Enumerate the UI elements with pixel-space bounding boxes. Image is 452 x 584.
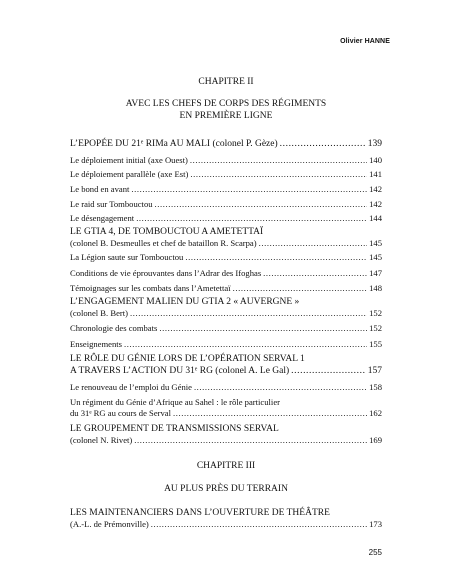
- toc-entry-page: 152: [369, 323, 382, 333]
- toc-entry[interactable]: [70, 296, 382, 319]
- toc-entry-text: Conditions de vie éprouvantes dans l’Adrar des Ifoghas: [70, 268, 262, 278]
- leader-dots: [173, 408, 367, 419]
- toc-entry-text: (colonel B. Desmeulles et chef de bataillon R. Scarpa): [70, 238, 257, 248]
- toc-entry[interactable]: [70, 353, 382, 377]
- chapter-3-title: AU PLUS PRÈS DU TERRAIN: [164, 484, 288, 494]
- toc-entry-heading: LES MAINTENANCIERS DANS L’OUVERTURE DE THÉÂTRE: [70, 508, 330, 518]
- chapter-3-label: CHAPITRE III: [196, 461, 256, 471]
- toc-entry-page: 152: [369, 308, 382, 318]
- running-header-author: Olivier HANNE: [340, 38, 390, 45]
- toc-entry-page: 169: [369, 435, 382, 445]
- toc-entry-text: Le renouveau de l’emploi du Génie: [70, 382, 192, 392]
- toc-entry-text: Le raid sur Tombouctou: [70, 199, 153, 209]
- toc-entry-page: 147: [369, 268, 382, 278]
- toc-entry-page: 140: [369, 155, 382, 165]
- toc-entry[interactable]: [70, 423, 382, 446]
- leader-dots: [259, 238, 367, 249]
- leader-dots: [291, 365, 366, 377]
- toc-entry-heading: LE GROUPEMENT DE TRANSMISSIONS SERVAL: [70, 424, 279, 434]
- toc-entry-text: A TRAVERS L’ACTION DU 31ᵉ RG (colonel A. Le Gal): [70, 366, 290, 376]
- toc-entry[interactable]: [70, 323, 382, 334]
- leader-dots: [130, 308, 367, 319]
- toc-entry-page: 158: [369, 382, 382, 392]
- toc-entry-page: 144: [369, 213, 382, 223]
- toc-entry[interactable]: [70, 397, 382, 419]
- toc-entry-text: Chronologie des combats: [70, 323, 158, 333]
- toc-entry-text: (colonel N. Rivet): [70, 435, 133, 445]
- leader-dots: [136, 213, 367, 224]
- toc-entry-page: 145: [369, 252, 382, 262]
- toc-entry-heading: LE GTIA 4, DE TOMBOUCTOU A AMETETTAÏ: [70, 227, 264, 237]
- toc-entry[interactable]: [70, 184, 382, 195]
- toc-entry[interactable]: [70, 226, 382, 249]
- leader-dots: [151, 519, 367, 530]
- leader-dots: [131, 184, 367, 195]
- toc-entry-page: 145: [369, 238, 382, 248]
- toc-entry-heading: LE RÔLE DU GÉNIE LORS DE L’OPÉRATION SERVAL 1: [70, 354, 305, 364]
- page-number: 255: [368, 548, 382, 557]
- toc-entry-page: 141: [369, 169, 382, 179]
- leader-dots: [233, 283, 367, 294]
- toc-entry[interactable]: [70, 138, 382, 150]
- toc-entry-text: Le désengagement: [70, 213, 135, 223]
- toc-entry[interactable]: [70, 339, 382, 350]
- toc-entry-text: Le déploiement parallèle (axe Est): [70, 169, 189, 179]
- toc-entry-page: 139: [367, 139, 382, 149]
- toc-entry-text: La Légion saute sur Tombouctou: [70, 252, 184, 262]
- toc-entry-page: 157: [367, 366, 382, 376]
- toc-entry-text: Enseignements: [70, 339, 123, 349]
- toc-entry-text: L’EPOPÉE DU 21ᵉ RIMa AU MALI (colonel P. Gèze): [70, 139, 278, 149]
- toc-entry-page: 142: [369, 184, 382, 194]
- toc-entry-heading: Un régiment du Génie d’Afrique au Sahel : le rôle particulier: [70, 397, 280, 407]
- toc-entry[interactable]: [70, 252, 382, 263]
- chapter-2-title-line-1: AVEC LES CHEFS DE CORPS DES RÉGIMENTS: [125, 99, 327, 109]
- leader-dots: [134, 435, 367, 446]
- toc-entry-text: du 31ᵉ RG au cours de Serval: [70, 408, 172, 418]
- leader-dots: [185, 252, 367, 263]
- toc-entry-page: 162: [369, 408, 382, 418]
- leader-dots: [190, 169, 367, 180]
- toc-entry[interactable]: [70, 507, 382, 530]
- leader-dots: [194, 382, 367, 393]
- toc-entry[interactable]: [70, 199, 382, 210]
- toc-entry-text: Le bond en avant: [70, 184, 130, 194]
- leader-dots: [159, 323, 367, 334]
- leader-dots: [280, 138, 366, 150]
- toc-entry-text: Le déploiement initial (axe Ouest): [70, 155, 188, 165]
- toc-entry-text: Témoignages sur les combats dans l’Ametettaï: [70, 283, 231, 293]
- toc-entry[interactable]: [70, 283, 382, 294]
- leader-dots: [155, 199, 368, 210]
- leader-dots: [190, 155, 367, 166]
- toc-entry[interactable]: [70, 382, 382, 393]
- leader-dots: [263, 268, 367, 279]
- toc-entry[interactable]: [70, 169, 382, 180]
- toc-entry[interactable]: [70, 268, 382, 279]
- leader-dots: [124, 339, 367, 350]
- toc-entry[interactable]: [70, 213, 382, 224]
- toc-entry-heading: L’ENGAGEMENT MALIEN DU GTIA 2 « AUVERGNE »: [70, 297, 300, 307]
- toc-entry-page: 173: [369, 519, 382, 529]
- toc-entry-page: 155: [369, 339, 382, 349]
- toc-entry-text: (colonel B. Bert): [70, 308, 128, 318]
- chapter-2-label: CHAPITRE II: [198, 77, 254, 87]
- toc-entry-text: (A.-L. de Prémonville): [70, 519, 149, 529]
- toc-entry-page: 142: [369, 199, 382, 209]
- toc-entry-page: 148: [369, 283, 382, 293]
- toc-entry[interactable]: [70, 155, 382, 166]
- chapter-2-title-line-2: EN PREMIÈRE LIGNE: [179, 111, 273, 121]
